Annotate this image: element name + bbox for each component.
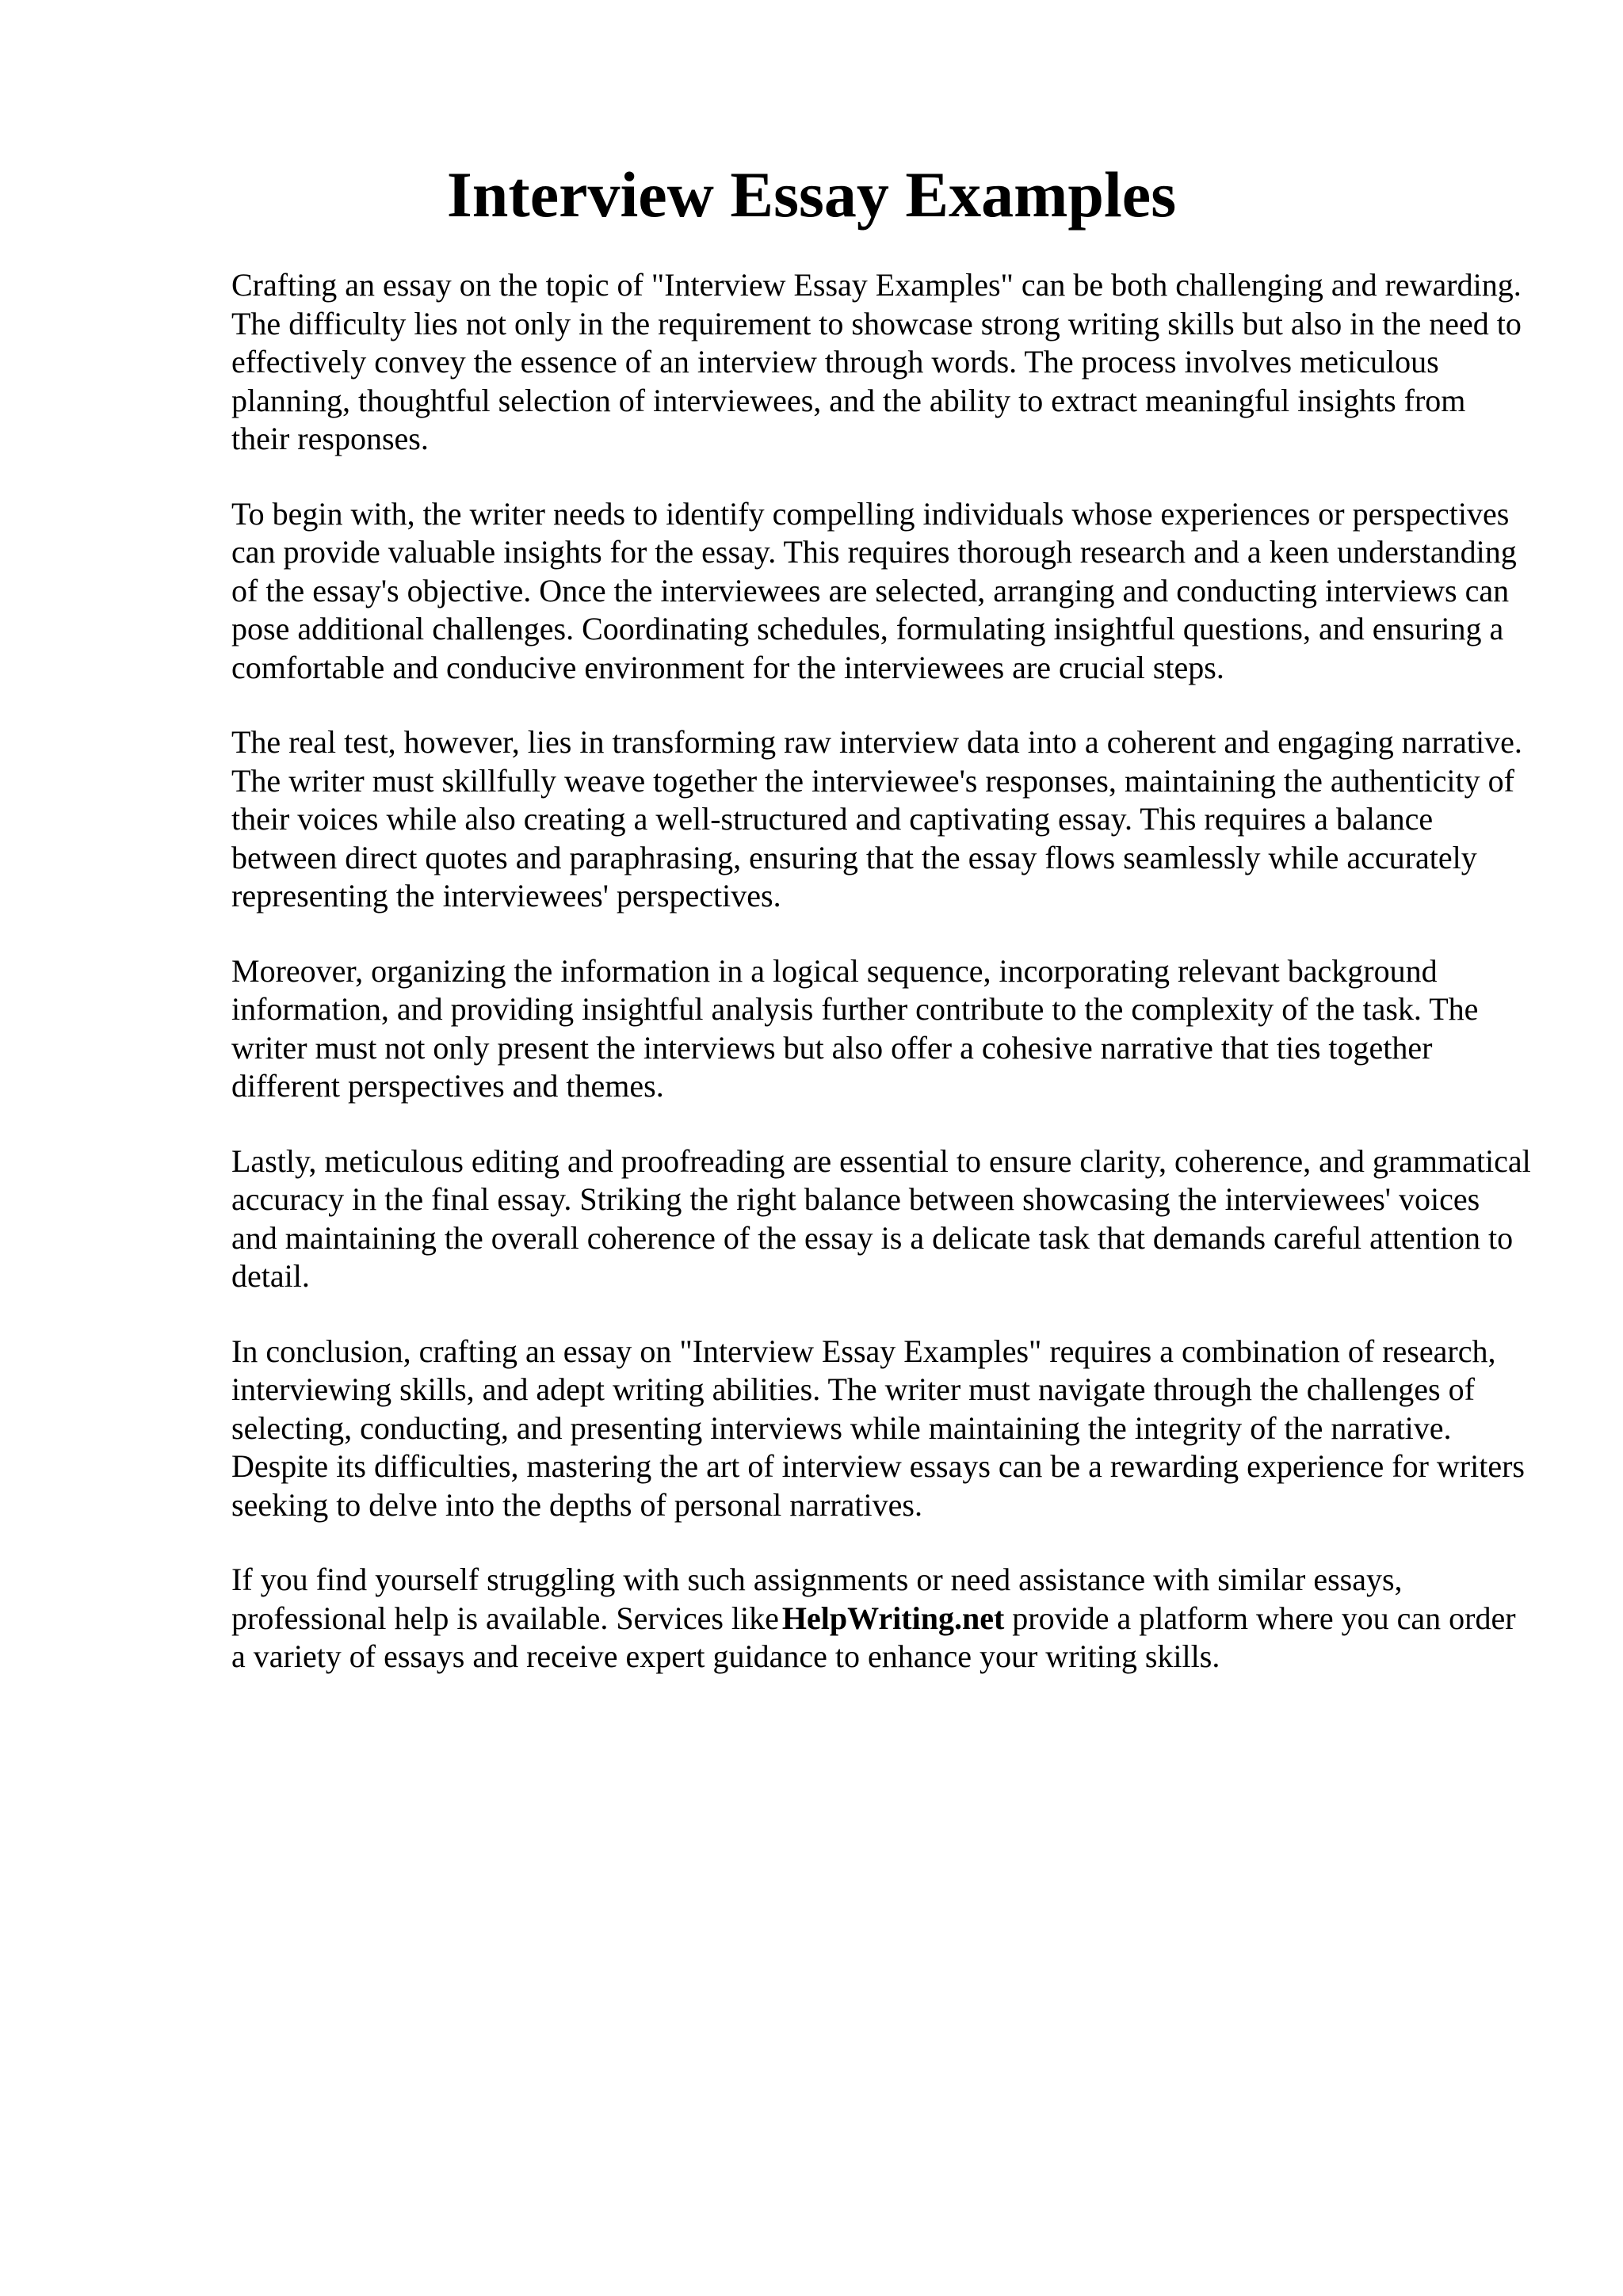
closing-text-after: provide a platform where you can order a variety of essays and receive expert guidance to enhance your writing skills. [231,1600,1516,1674]
paragraph-intro: Crafting an essay on the topic of "Interview Essay Examples" can be both challenging and rewarding. The difficulty lies not only in the requirement to showcase strong writing skills but also in the need to effectively convey the essence of an interview through words. The process involves meticulous planning, thoughtful selection of interviewees, and the ability to extract meaningful insights from their responses. [231,267,1522,456]
paragraph-closing [231,1561,1531,1676]
page-title: Interview Essay Examples [446,158,1177,231]
paragraph-narrative: The real test, however, lies in transforming raw interview data into a coherent and engaging narrative. The writer must skillfully weave together the interviewee's responses, maintaining the authenticity of their voices while also creating a well-structured and captivating essay. This requires a balance between direct quotes and paraphrasing, ensuring that the essay flows seamlessly while accurately representing the interviewees' perspectives. [231,724,1522,913]
paragraph-editing: Lastly, meticulous editing and proofreading are essential to ensure clarity, coherence, and grammatical accuracy in the final essay. Striking the right balance between showcasing the interviewees' voices and maintaining the overall coherence of the essay is a delicate task that demands careful attention to detail. [231,1142,1531,1294]
paragraph-organization: Moreover, organizing the information in a logical sequence, incorporating relevant background information, and providing insightful analysis further contribute to the complexity of the task. The writer must not only present the interviews but also offer a cohesive narrative that ties together different perspectives and themes. [231,952,1479,1104]
closing-text-before: If you find yourself struggling with such assignments or need assistance with similar essays, professional help is available. Services like [231,1562,1403,1636]
paragraph-selection: To begin with, the writer needs to identify compelling individuals whose experiences or perspectives can provide valuable insights for the essay. This requires thorough research and a keen understanding of the essay's objective. Once the interviewees are selected, arranging and conducting interviews can pose additional challenges. Coordinating schedules, formulating insightful questions, and ensuring a comfortable and conducive environment for the interviewees are crucial steps. [231,495,1517,685]
paragraph-conclusion: In conclusion, crafting an essay on "Interview Essay Examples" requires a combination of research, interviewing skills, and adept writing abilities. The writer must navigate through the challenges of selecting, conducting, and presenting interviews while maintaining the integrity of the narrative. Despite its difficulties, mastering the art of interview essays can be a rewarding experience for writers seeking to delve into the depths of personal narratives. [231,1333,1525,1523]
essay-body [231,266,1531,1676]
brand-name: HelpWriting.net [781,1600,1005,1636]
